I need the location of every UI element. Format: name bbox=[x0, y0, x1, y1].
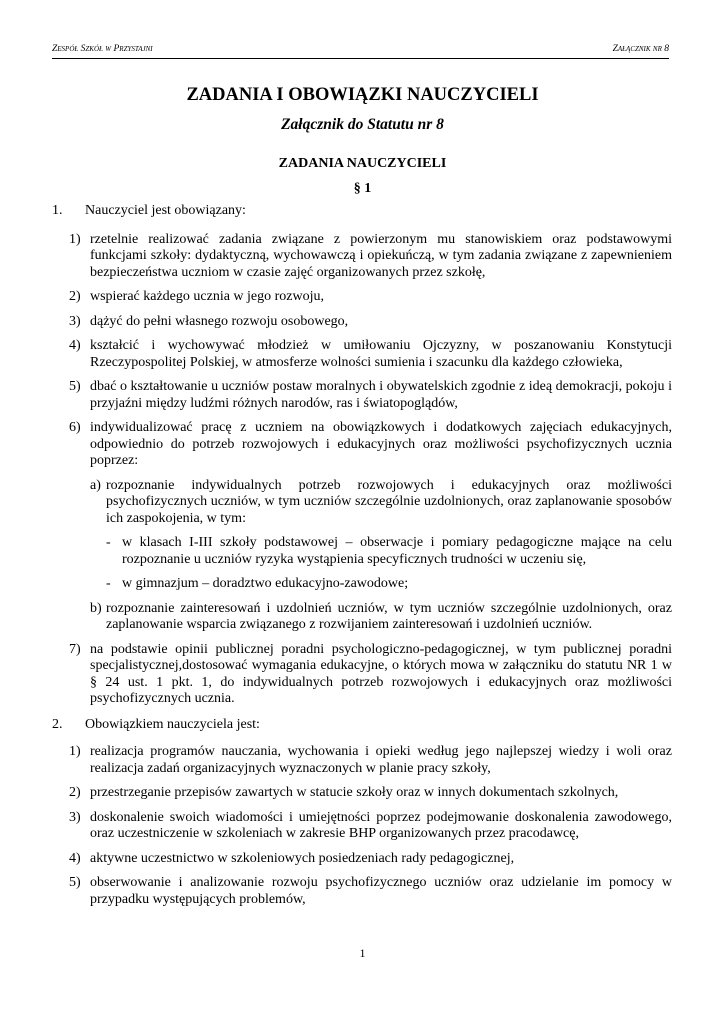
item-number: 4) bbox=[69, 850, 81, 866]
item-dash: - bbox=[106, 535, 111, 550]
item-number: 1. bbox=[52, 203, 63, 218]
list-item bbox=[69, 232, 672, 282]
list-item bbox=[52, 717, 672, 734]
paragraph-mark: § 1 bbox=[353, 181, 372, 196]
item-text: na podstawie opinii publicznej poradni psychologiczno-pedagogicznej, w tym publicznej poradni specjalistycznej,dostosować wymagania edukacyjne, o których mowa w załączniku do statutu NR 1 w § 24 ust. 1 pkt. 1, do indywidualnych potrzeb rozwojowych i edukacyjnych oraz możliwości psychofizycznych ucznia. bbox=[90, 641, 672, 706]
item-text: Obowiązkiem nauczyciela jest: bbox=[85, 716, 260, 732]
list-item bbox=[69, 338, 672, 371]
list-item bbox=[106, 576, 672, 593]
list-item bbox=[90, 601, 672, 634]
item-letter: b) bbox=[90, 600, 102, 616]
list-item bbox=[69, 642, 672, 708]
item-text: realizacja programów nauczania, wychowania i opieki według jego najlepszej wiedzy i woli oraz realizacja zadań organizacyjnych wyznaczonych w planie pracy szkoły, bbox=[90, 744, 672, 776]
item-number: 6) bbox=[69, 420, 81, 435]
item-text: w gimnazjum – doradztwo edukacyjno-zawodowe; bbox=[122, 576, 409, 591]
list-item bbox=[69, 785, 672, 802]
running-header bbox=[52, 44, 669, 59]
item-text: obserwowanie i analizowanie rozwoju psychofizycznego uczniów oraz udzielanie im pomocy w przypadku występujących problemów, bbox=[90, 875, 672, 907]
item-number: 4) bbox=[69, 338, 81, 353]
header-school-name: Zespół Szkół w Przystajni bbox=[52, 44, 153, 54]
item-dash: - bbox=[106, 576, 111, 591]
item-text: doskonalenie swoich wiadomości i umiejętności poprzez podejmowanie doskonalenia zawodowego, oraz uczestniczenie w szkoleniach w zakresie BHP organizowanych przez pracodawcę, bbox=[90, 809, 672, 841]
item-text: Nauczyciel jest obowiązany: bbox=[85, 203, 246, 218]
item-number: 2) bbox=[69, 289, 81, 304]
document-title: ZADANIA I OBOWIĄZKI NAUCZYCIELI bbox=[186, 85, 539, 105]
item-text: rozpoznanie zainteresowań i uzdolnień uczniów, w tym uczniów szczególnie uzdolnionych, oraz zaplanowanie wsparcia związanego z rozwijaniem zainteresowań i uzdolnień uczniów. bbox=[106, 600, 672, 632]
item-number: 5) bbox=[69, 875, 81, 890]
item-number: 2) bbox=[69, 785, 81, 800]
section-heading: ZADANIA NAUCZYCIELI bbox=[278, 156, 447, 171]
item-text: przestrzeganie przepisów zawartych w statucie szkoły oraz w innych dokumentach szkolnych, bbox=[90, 785, 619, 800]
list-item bbox=[90, 478, 672, 528]
item-number: 2. bbox=[52, 716, 63, 732]
item-number: 7) bbox=[69, 641, 81, 657]
document-subtitle: Załącznik do Statutu nr 8 bbox=[281, 116, 444, 133]
list-item bbox=[69, 420, 672, 470]
item-text: dążyć do pełni własnego rozwoju osobowego, bbox=[90, 313, 349, 329]
item-number: 3) bbox=[69, 313, 81, 329]
item-number: 1) bbox=[69, 744, 81, 759]
item-number: 1) bbox=[69, 231, 81, 247]
item-number: 3) bbox=[69, 809, 81, 825]
item-text: rozpoznanie indywidualnych potrzeb rozwojowych i edukacyjnych oraz możliwości psychofizycznych uczniów, w tym uczniów szczególnie uzdolnionych, oraz zaplanowanie sposobów ich zaspokojenia, w tym: bbox=[106, 477, 672, 526]
list-item bbox=[69, 379, 672, 412]
item-text: rzetelnie realizować zadania związane z powierzonym mu stanowiskiem oraz podstawowymi funkcjami szkoły: dydaktyczną, wychowawczą i opiekuńczą, w tym zadania związane z zapewnieniem bezpieczeństwa uczniom w czasie zajęć organizowanych przez szkołę, bbox=[90, 231, 672, 280]
document-body bbox=[52, 203, 672, 908]
item-number: 5) bbox=[69, 379, 81, 394]
header-attachment-label: Załącznik nr 8 bbox=[612, 44, 669, 54]
page-number: 1 bbox=[359, 946, 366, 960]
item-text: aktywne uczestnictwo w szkoleniowych posiedzeniach rady pedagogicznej, bbox=[90, 850, 515, 866]
list-item bbox=[69, 875, 672, 908]
list-item bbox=[106, 535, 672, 568]
item-text: wspierać każdego ucznia w jego rozwoju, bbox=[90, 289, 325, 304]
list-item bbox=[69, 851, 672, 868]
item-text: kształcić i wychowywać młodzież w umiłowaniu Ojczyzny, w poszanowaniu Konstytucji Rzeczypospolitej Polskiej, w atmosferze wolności sumienia i szacunku dla każdego człowieka, bbox=[90, 338, 672, 370]
item-letter: a) bbox=[90, 477, 101, 493]
list-item bbox=[69, 744, 672, 777]
item-text: indywidualizować pracę z uczniem na obowiązkowych i dodatkowych zajęciach edukacyjnych, odpowiednio do potrzeb rozwojowych i edukacyjnych oraz możliwości psychofizycznych ucznia poprzez: bbox=[90, 420, 672, 468]
item-text: dbać o kształtowanie u uczniów postaw moralnych i obywatelskich zgodnie z ideą demokracji, pokoju i przyjaźni między ludźmi różnych narodów, ras i światopoglądów, bbox=[90, 379, 672, 411]
item-text: w klasach I-III szkoły podstawowej – obserwacje i pomiary pedagogiczne mające na celu rozpoznanie u uczniów ryzyka wystąpienia specyficznych trudności w uczeniu się, bbox=[122, 535, 672, 567]
list-item bbox=[52, 203, 672, 220]
list-item bbox=[69, 314, 672, 331]
list-item bbox=[69, 289, 672, 306]
list-item bbox=[69, 810, 672, 843]
